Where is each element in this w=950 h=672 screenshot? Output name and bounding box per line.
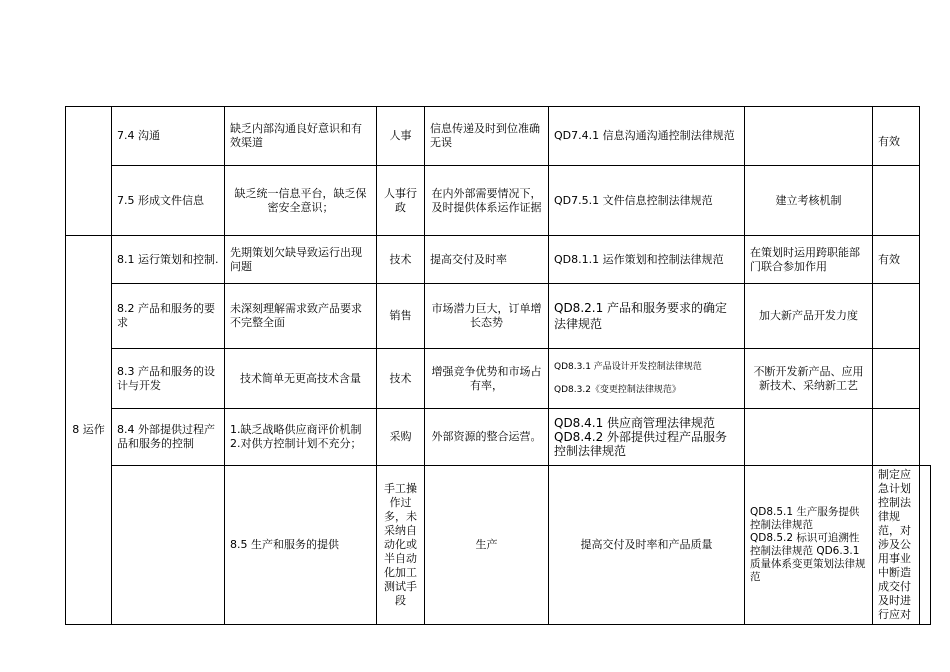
section-8-label: 8 运作: [66, 236, 112, 625]
doc-line-2: QD8.3.2《变更控制法律规范》: [554, 384, 681, 395]
dept-cell: 采购: [377, 409, 425, 466]
dept-cell: 生产: [425, 466, 549, 625]
measure-cell: 不断开发新产品、应用新技术、采纳新工艺: [745, 349, 873, 409]
goal-cell: 提高交付及时率: [425, 236, 549, 284]
doc-cell: QD8.5.1 生产服务提供控制法律规范 QD8.5.2 标识可追溯性控制法律规范 QD6.3.1 质量体系变更策划法律规范: [745, 466, 873, 625]
risk-cell: 技术简单无更高技术含量: [225, 349, 377, 409]
table-row: [66, 107, 931, 166]
clause-cell: 8.2 产品和服务的要求: [112, 284, 225, 349]
measure-cell: [745, 409, 873, 466]
doc-cell: QD8.4.1 供应商管理法律规范 QD8.4.2 外部提供过程产品服务控制法律规范: [549, 409, 745, 466]
measure-cell: 在策划时运用跨职能部门联合参加作用: [745, 236, 873, 284]
risk-table: [65, 106, 931, 625]
clause-cell: 7.5 形成文件信息: [112, 166, 225, 236]
section-7-cell: [66, 107, 112, 236]
table-row: [66, 409, 931, 466]
risk-cell: 未深刻理解需求致产品要求不完整全面: [225, 284, 377, 349]
doc-cell: [549, 349, 745, 409]
measure-cell: 建立考核机制: [745, 166, 873, 236]
clause-cell: 8.5 生产和服务的提供: [225, 466, 377, 625]
risk-cell: 缺乏内部沟通良好意识和有效渠道: [225, 107, 377, 166]
goal-cell: 在内外部需要情况下，及时提供体系运作证据: [425, 166, 549, 236]
section-empty-cell: [112, 466, 225, 625]
table-row: [66, 466, 931, 625]
goal-cell: 市场潜力巨大，订单增长态势: [425, 284, 549, 349]
doc-cell: QD8.1.1 运作策划和控制法律规范: [549, 236, 745, 284]
result-cell: [873, 349, 920, 409]
risk-cell: 1.缺乏战略供应商评价机制 2.对供方控制计划不充分；: [225, 409, 377, 466]
clause-cell: 8.1 运行策划和控制.: [112, 236, 225, 284]
doc-cell: QD7.5.1 文件信息控制法律规范: [549, 166, 745, 236]
risk-cell: 先期策划欠缺导致运行出现问题: [225, 236, 377, 284]
result-cell: 有效: [873, 107, 920, 166]
clause-cell: 8.4 外部提供过程产品和服务的控制: [112, 409, 225, 466]
measure-cell: 制定应急计划控制法律规范，对涉及公用事业中断造成交付及时进行应对: [873, 466, 920, 625]
dept-cell: 技术: [377, 349, 425, 409]
goal-cell: 信息传递及时到位准确无误: [425, 107, 549, 166]
doc-cell: QD7.4.1 信息沟通沟通控制法律规范: [549, 107, 745, 166]
result-cell: [873, 284, 920, 349]
clause-cell: 8.3 产品和服务的设计与开发: [112, 349, 225, 409]
risk-cell: 手工操作过多，未采纳自动化或半自动化加工测试手段: [377, 466, 425, 625]
table-row: [66, 349, 931, 409]
result-cell: 有效: [873, 236, 920, 284]
dept-cell: 销售: [377, 284, 425, 349]
goal-cell: 外部资源的整合运营。: [425, 409, 549, 466]
table-row: [66, 236, 931, 284]
goal-cell: 提高交付及时率和产品质量: [549, 466, 745, 625]
table-row: [66, 284, 931, 349]
dept-cell: 人事: [377, 107, 425, 166]
dept-cell: 技术: [377, 236, 425, 284]
result-cell: [920, 466, 931, 625]
clause-cell: 7.4 沟通: [112, 107, 225, 166]
table-row: [66, 166, 931, 236]
goal-cell: 增强竞争优势和市场占有率，: [425, 349, 549, 409]
result-cell: [873, 166, 920, 236]
dept-cell: 人事行政: [377, 166, 425, 236]
measure-cell: [745, 107, 873, 166]
risk-cell: 缺乏统一信息平台，缺乏保密安全意识；: [225, 166, 377, 236]
result-cell: [873, 409, 920, 466]
doc-line-1: QD8.3.1 产品设计开发控制法律规范: [554, 361, 702, 372]
measure-cell: 加大新产品开发力度: [745, 284, 873, 349]
doc-cell: QD8.2.1 产品和服务要求的确定法律规范: [549, 284, 745, 349]
